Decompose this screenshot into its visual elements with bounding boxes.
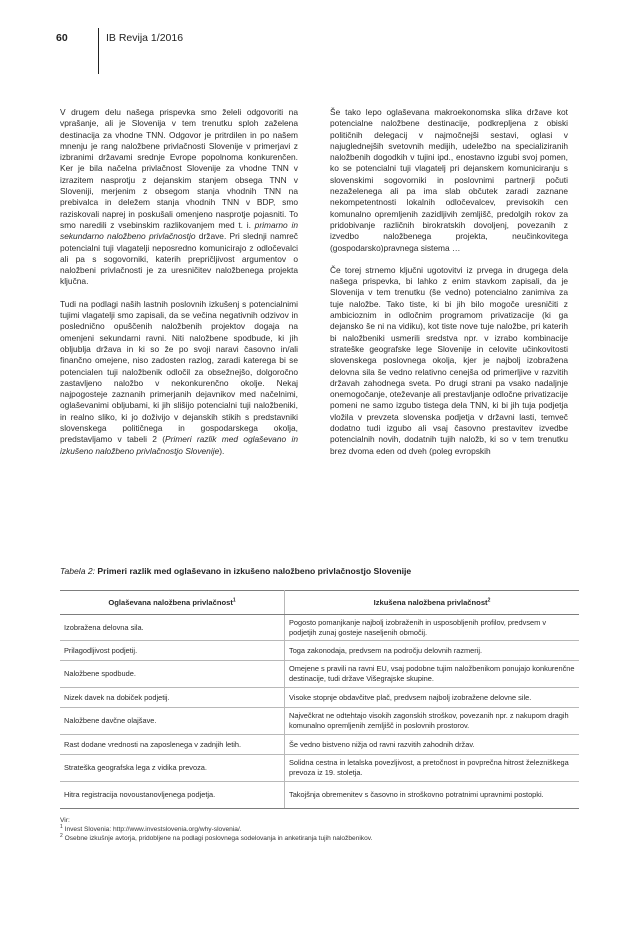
cell-experienced: Takojšnja obremenitev s časovno in stroškovno potratnimi upravnimi postopki. <box>285 782 580 809</box>
cell-experienced: Pogosto pomanjkanje najbolj izobraženih in usposobljenih profilov, predvsem v podjetjih zunaj gosteje naseljenih območij. <box>285 615 580 641</box>
table-row <box>60 735 579 755</box>
cell-advertised: Naložbene davčne olajšave. <box>60 708 285 735</box>
cell-experienced: Še vedno bistveno nižja od ravni razvitih zahodnih držav. <box>285 735 580 755</box>
footnote-number: 2 <box>60 833 63 840</box>
paragraph: Še tako lepo oglaševana makroekonomska slika države kot potencialne naložbene destinacije, podkrepljena z obiski političnih delegacij v najmočnejši sestavi, oglasi v najuglednejših svetovnih medijih, udeležbo na specializiranih naložbenih dogodkih v tujini ipd., enostavno izgubi svoj pomen, ko se potencialni tuji vlagatelj pri dejanskem komuniciranju s slovenskimi sogovorniki in poslovnimi partnerji počuti nezaželenega ali pa ima slab občutek zaradi zaznane nekompetentnosti lokalnih odločevalcev, previsokih cen komunalno opremljenih zazidljivih zemljišč, predolgih rokov za pridobivanje različnih birokratskih dovoljenj, povezanih z izvedbo naložbenega projekta, neučinkovitega (gospodarsko)pravnega sistema … <box>330 107 568 253</box>
page-number: 60 <box>56 32 68 44</box>
column-header-advertised <box>60 591 285 615</box>
paragraph: Če torej strnemo ključni ugotovitvi iz prvega in drugega dela našega prispevka, bi lahko z enim stavkom zapisali, da je Slovenija v tem trenutku (še vedno) potencialno zanimiva za tuje naložbe. Tako tiste, ki bi jih bilo mogoče uresničiti z ambicioznim in odločnim programom privatizacije (ki ga dejansko še ni na vidiku), kot tiste nove tuje naložbe, pri katerih bi naložbeniki usmerili sredstva npr. v izrabo kombinacije strateške geografske lege Slovenije in celovite učinkovitosti slovenskega poslovnega okolja, kjer je najbolj izobražena delovna sila še vedno relativno cenejša od primerljive v razvitih državah zahodnega sveta. Po drugi strani pa vsako nadaljnje onemogočanje, oteževanje ali prestavljanje odločne privatizacije pomeni ne samo izgubo tistega dela TNN, ki bi jih tuja podjetja vložila v prevzeta slovenska podjetja v državni lasti, temveč dodatno tudi izgubo ali vsaj časovno prestavitev izvedbe potencialnih novih, dodatnih tujih naložb, ki so v tem trenutku brez dvoma eden od dveh (poleg evropskih <box>330 264 568 456</box>
table-header-row <box>60 591 579 615</box>
footnote-text: Invest Slovenia: http://www.investslovenia.org/why-slovenia/. <box>62 826 242 834</box>
header-divider <box>98 28 99 74</box>
table-row <box>60 688 579 708</box>
comparison-table <box>60 590 579 809</box>
paragraph <box>60 107 298 288</box>
table-row <box>60 615 579 641</box>
footnote-marker: 1 <box>232 596 236 603</box>
journal-title: IB Revija 1/2016 <box>106 32 184 44</box>
footnote-2 <box>60 834 580 843</box>
cell-experienced: Visoke stopnje obdavčitve plač, predvsem najbolj izobražene delovne sile. <box>285 688 580 708</box>
cell-advertised: Izobražena delovna sila. <box>60 615 285 641</box>
table-caption <box>60 566 580 576</box>
text-run: V drugem delu našega prispevka smo želeli odgovoriti na vprašanje, ali je Slovenija v tem trenutku sploh zaželena destinacija za vhodne TNN. Odgovor je pritrdilen in po našem mnenju je rang naložbene privlačnosti Slovenije v primerjavi z izbranimi državami srednje Evrope popolnoma konkurenčen. Ker je bila načelna privlačnost Slovenije za vhodne TNN v izrazitem nasprotju z dejanskim stanjem obsega TNN v Sloveniji, merjenim z obsegom stanja vhodnih TNN na prebivalca in deležem stanja vhodnih TNN v BDP, smo raziskovali naprej in poskušali omenjeno nasprotje pojasniti. To smo naredili z vsebinskim razlikovanjem med t. i. <box>60 107 298 230</box>
paragraph <box>60 299 298 457</box>
header-label: Izkušena naložbena privlačnost <box>373 597 488 607</box>
footnote-marker: 2 <box>487 596 491 603</box>
source-label: Vir: <box>60 817 70 824</box>
body-column-left <box>60 107 298 457</box>
table-footnotes <box>60 816 580 844</box>
cell-advertised: Strateška geografska lega z vidika prevoza. <box>60 755 285 782</box>
table-row <box>60 708 579 735</box>
footnote-number: 1 <box>60 824 63 831</box>
cell-experienced: Toga zakonodaja, predvsem na področju delovnih razmerij. <box>285 641 580 661</box>
table-row <box>60 755 579 782</box>
cell-experienced: Solidna cestna in letalska povezljivost, a pretočnost in povprečna hitrost železniškega prevoza iz 19. stoletja. <box>285 755 580 782</box>
italic-term: primarno in sekundarno naložbeno privlačnostjo <box>60 219 298 242</box>
footnote-1 <box>60 825 580 834</box>
text-run: Tudi na podlagi naših lastnih poslovnih izkušenj s potencialnimi tujimi vlagatelji smo zapisali, da se večina negativnih odzivov in poslednično opuščenih naložbenih projektov dogaja na omenjeni sekundarni ravni. Niti naložbene spodbude, ki jih obljublja država in ki so že po svoji naravi časovno in/ali finančno omejene, niso zadosten razlog, zaradi katerega bi se potencialen tuji naložbenik odločil za obsežnejšo, dolgoročno zastavljeno naložbo v nekonkurenčno okolje. Nekaj najpogosteje zaznanih primerjanih dejavnikov med načelnimi, oglaševanimi obljubami, ki jih slišijo potencialni tuji naložbeniki, in realno sliko, ki jo doživijo v dejanskih stikih s predstavniki slovenskega političnega in gospodarskega okolja, predstavljamo v tabeli 2 ( <box>60 298 298 445</box>
text-run: države. Pri slednji namreč potencialni tuji vlagatelji neposredno komunicirajo z odločevalci ali pa s sogovorniki, katerih prepričljivost argumentov o naložbeni privlačnosti je za uresničitev naložbenega projekta ključna. <box>60 231 298 287</box>
cell-experienced: Največkrat ne odtehtajo visokih zagonskih stroškov, povezanih npr. z nakupom dragih komunalno opremljenih zemljišč in poslovnih prostorov. <box>285 708 580 735</box>
cell-advertised: Rast dodane vrednosti na zaposlenega v zadnjih letih. <box>60 735 285 755</box>
column-header-experienced <box>285 591 580 615</box>
cell-advertised: Naložbene spodbude. <box>60 661 285 688</box>
footnote-text: Osebne izkušnje avtorja, pridobljene na podlagi poslovnega sodelovanja in anketiranja tujih naložbenikov. <box>62 835 373 843</box>
table-row <box>60 782 579 809</box>
table-caption-label: Tabela 2: <box>60 566 96 576</box>
cell-advertised: Nizek davek na dobiček podjetij. <box>60 688 285 708</box>
cell-advertised: Prilagodljivost podjetij. <box>60 641 285 661</box>
cell-experienced: Omejene s pravili na ravni EU, vsaj podobne tujim naložbenikom ponujajo konkurenčne destinacije, tudi države Višegrajske skupine. <box>285 661 580 688</box>
table-row <box>60 641 579 661</box>
italic-table-reference: Primeri razlik med oglaševano in izkušeno naložbeno privlačnostjo Slovenije <box>60 434 298 456</box>
table-row <box>60 661 579 688</box>
text-run: ). <box>219 445 225 456</box>
table-caption-title: Primeri razlik med oglaševano in izkušeno naložbeno privlačnostjo Slovenije <box>95 566 412 576</box>
cell-advertised: Hitra registracija novoustanovljenega podjetja. <box>60 782 285 809</box>
body-column-right <box>330 107 568 457</box>
header-label: Oglaševana naložbena privlačnost <box>108 597 233 607</box>
